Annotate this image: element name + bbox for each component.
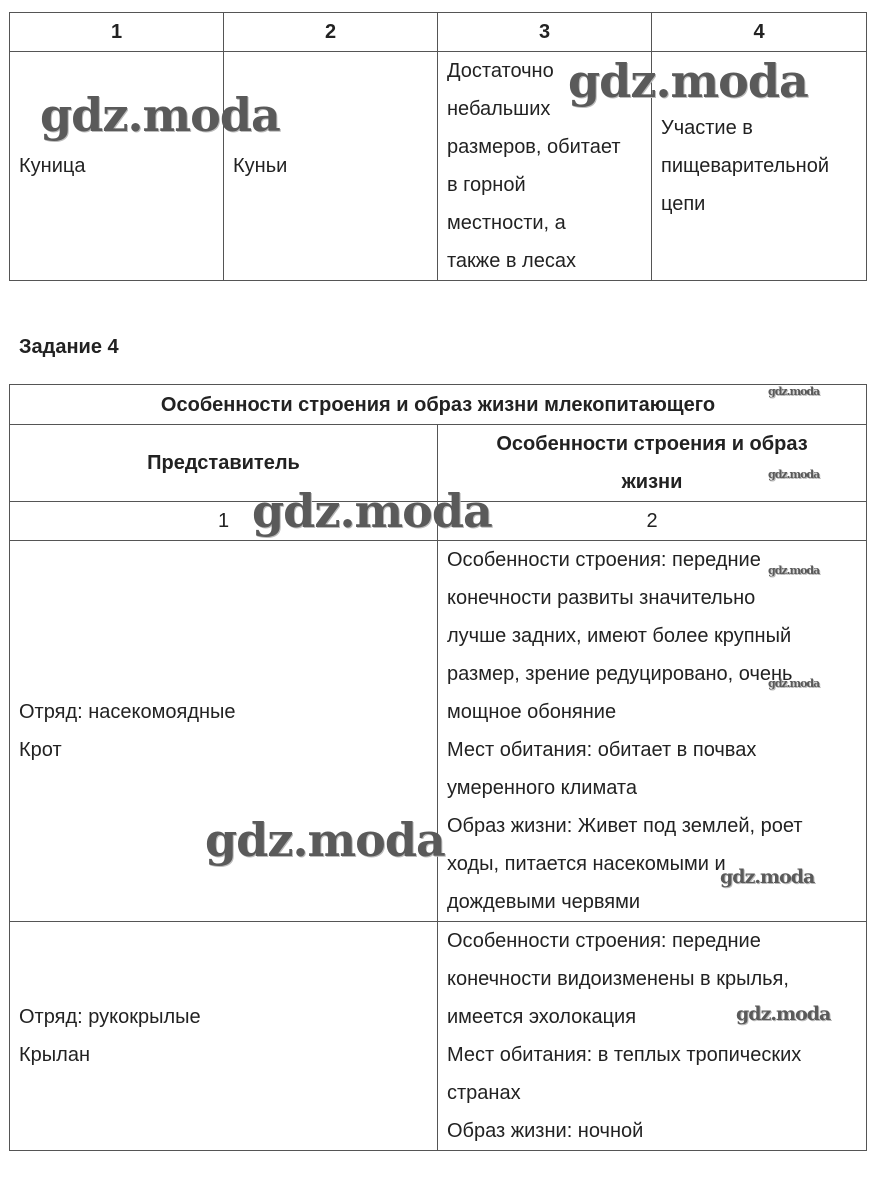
watermark-logo: gdz.moda [720,866,815,888]
animal-cell: Куница [10,52,224,281]
mammal-features-table [9,384,867,1151]
watermark-logo: gdz.moda [205,813,445,867]
table-header-row [10,425,867,502]
representative-cell: Отряд: насекомоядные Крот [10,541,438,922]
table-row [10,52,867,281]
watermark-logo: gdz.moda [768,677,820,690]
table-row [10,922,867,1151]
representative-cell: Отряд: рукокрылые Крылан [10,922,438,1151]
features-cell: Особенности строения: передние конечности видоизменены в крылья, имеется эхолокация Мест обитания: в теплых тропических странах Образ жизни: ночной [438,922,867,1151]
watermark-logo: gdz.moda [252,484,492,538]
watermark-logo: gdz.moda [768,385,820,398]
watermark-logo: gdz.moda [736,1003,831,1025]
representative-header: Представитель [10,425,438,502]
watermark-logo: gdz.moda [568,54,808,108]
column-number: 2 [438,502,867,541]
column-numbers-row [10,502,867,541]
table-row [10,541,867,922]
column-number: 1 [10,13,224,52]
task-title: Задание 4 [19,336,119,358]
table-header-row [10,13,867,52]
column-number: 4 [652,13,867,52]
column-number: 1 [10,502,438,541]
role-cell: Участие в пищеварительной цепи [652,52,867,281]
description-cell: Достаточно небальших размеров, обитает в горной местности, а также в лесах [438,52,652,281]
table-title-row [10,385,867,425]
features-header: Особенности строения и образ жизни [438,425,867,502]
watermark-logo: gdz.moda [768,468,820,481]
features-cell: Особенности строения: передние конечности развиты значительно лучше задних, имеют более крупный размер, зрение редуцировано, очень мощное обоняние Мест обитания: обитает в почвах умеренного климата Образ жизни: Живет под землей, роет ходы, питается насекомыми и дождевыми червями [438,541,867,922]
classification-table [9,12,867,281]
table-title: Особенности строения и образ жизни млекопитающего [10,385,867,425]
column-number: 3 [438,13,652,52]
watermark-logo: gdz.moda [40,88,280,142]
column-number: 2 [224,13,438,52]
family-cell: Куньи [224,52,438,281]
watermark-logo: gdz.moda [768,564,820,577]
